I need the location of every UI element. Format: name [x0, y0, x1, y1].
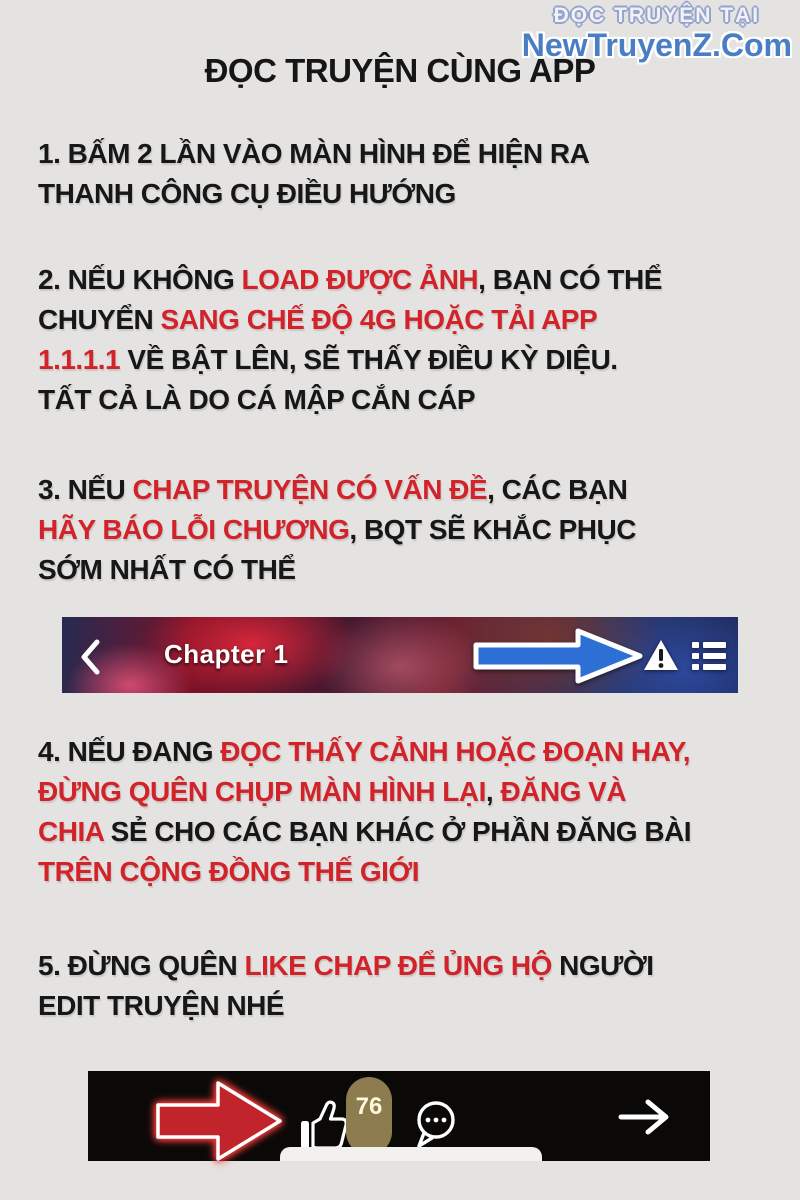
text-segment-black: 1. BẤM 2 LẦN VÀO MÀN HÌNH ĐỂ HIỆN RA [38, 138, 590, 169]
text-segment-black: VỀ BẬT LÊN, SẼ THẤY ĐIỀU KỲ DIỆU. [120, 344, 618, 375]
text-segment-red: CHIA [38, 816, 104, 847]
text-segment-black: NGƯỜI [551, 950, 654, 981]
like-count: 76 [355, 1093, 383, 1120]
text-segment-black: 4. NẾU ĐANG [38, 736, 221, 767]
text-segment-black: TẤT CẢ LÀ DO CÁ MẬP CẮN CÁP [38, 384, 476, 415]
text-segment-black: 5. ĐỪNG QUÊN [38, 950, 245, 981]
text-segment-red: SANG CHẾ ĐỘ 4G HOẶC TẢI APP [160, 304, 598, 335]
text-segment-red: HÃY BÁO LỖI CHƯƠNG [38, 514, 350, 545]
text-segment-black: EDIT TRUYỆN NHÉ [38, 990, 285, 1021]
bottom-sheet-edge [280, 1147, 542, 1161]
page-title: ĐỌC TRUYỆN CÙNG APP [204, 52, 596, 89]
back-chevron-icon[interactable] [78, 637, 104, 682]
instruction-4 [38, 732, 778, 892]
blue-arrow-icon [472, 627, 646, 690]
instruction-3 [38, 470, 778, 590]
text-segment-black: SẺ CHO CÁC BẠN KHÁC Ở PHẦN ĐĂNG BÀI [103, 816, 692, 847]
text-segment-red: ĐĂNG VÀ [500, 776, 627, 807]
text-segment-red: TRÊN CỘNG ĐỒNG THẾ GIỚI [38, 856, 420, 887]
text-segment-red: ĐỪNG QUÊN CHỤP MÀN HÌNH LẠI [38, 776, 486, 807]
text-segment-black: 3. NẾU [38, 474, 133, 505]
text-segment-black: CHUYỂN [38, 304, 161, 335]
site-watermark [522, 5, 792, 61]
text-segment-red: LOAD ĐƯỢC ẢNH [241, 264, 479, 295]
text-segment-black: THANH CÔNG CỤ ĐIỀU HƯỚNG [38, 178, 456, 209]
instruction-2 [38, 260, 778, 420]
text-segment-black: , BQT SẼ KHẮC PHỤC [349, 514, 636, 545]
watermark-site-name: NewTruyenZ.Com [521, 27, 792, 63]
reaction-bar-screenshot [88, 1071, 710, 1161]
text-segment-red: CHAP TRUYỆN CÓ VẤN ĐỀ [132, 474, 488, 505]
text-segment-red: ĐỌC THẤY CẢNH HOẶC ĐOẠN HAY, [220, 736, 691, 767]
watermark-tagline: ĐỌC TRUYỆN TẠI [553, 4, 761, 27]
like-count-badge [346, 1077, 392, 1155]
instruction-5 [38, 946, 778, 1026]
text-segment-black: , BẠN CÓ THỂ [478, 264, 662, 295]
chapter-toolbar-screenshot [62, 617, 738, 693]
text-segment-black: 2. NẾU KHÔNG [38, 264, 242, 295]
chapter-list-icon[interactable] [692, 642, 726, 675]
instruction-1 [38, 134, 778, 214]
text-segment-black: , CÁC BẠN [487, 474, 628, 505]
text-segment-black: , [485, 776, 501, 807]
text-segment-red: 1.1.1.1 [38, 344, 121, 375]
text-segment-black: SỚM NHẤT CÓ THỂ [38, 554, 296, 585]
text-segment-red: LIKE CHAP ĐỂ ỦNG HỘ [244, 950, 552, 981]
chapter-title: Chapter 1 [164, 639, 289, 669]
next-arrow-icon[interactable] [616, 1097, 674, 1142]
red-arrow-icon [150, 1074, 288, 1173]
warning-triangle-icon[interactable] [642, 638, 680, 678]
